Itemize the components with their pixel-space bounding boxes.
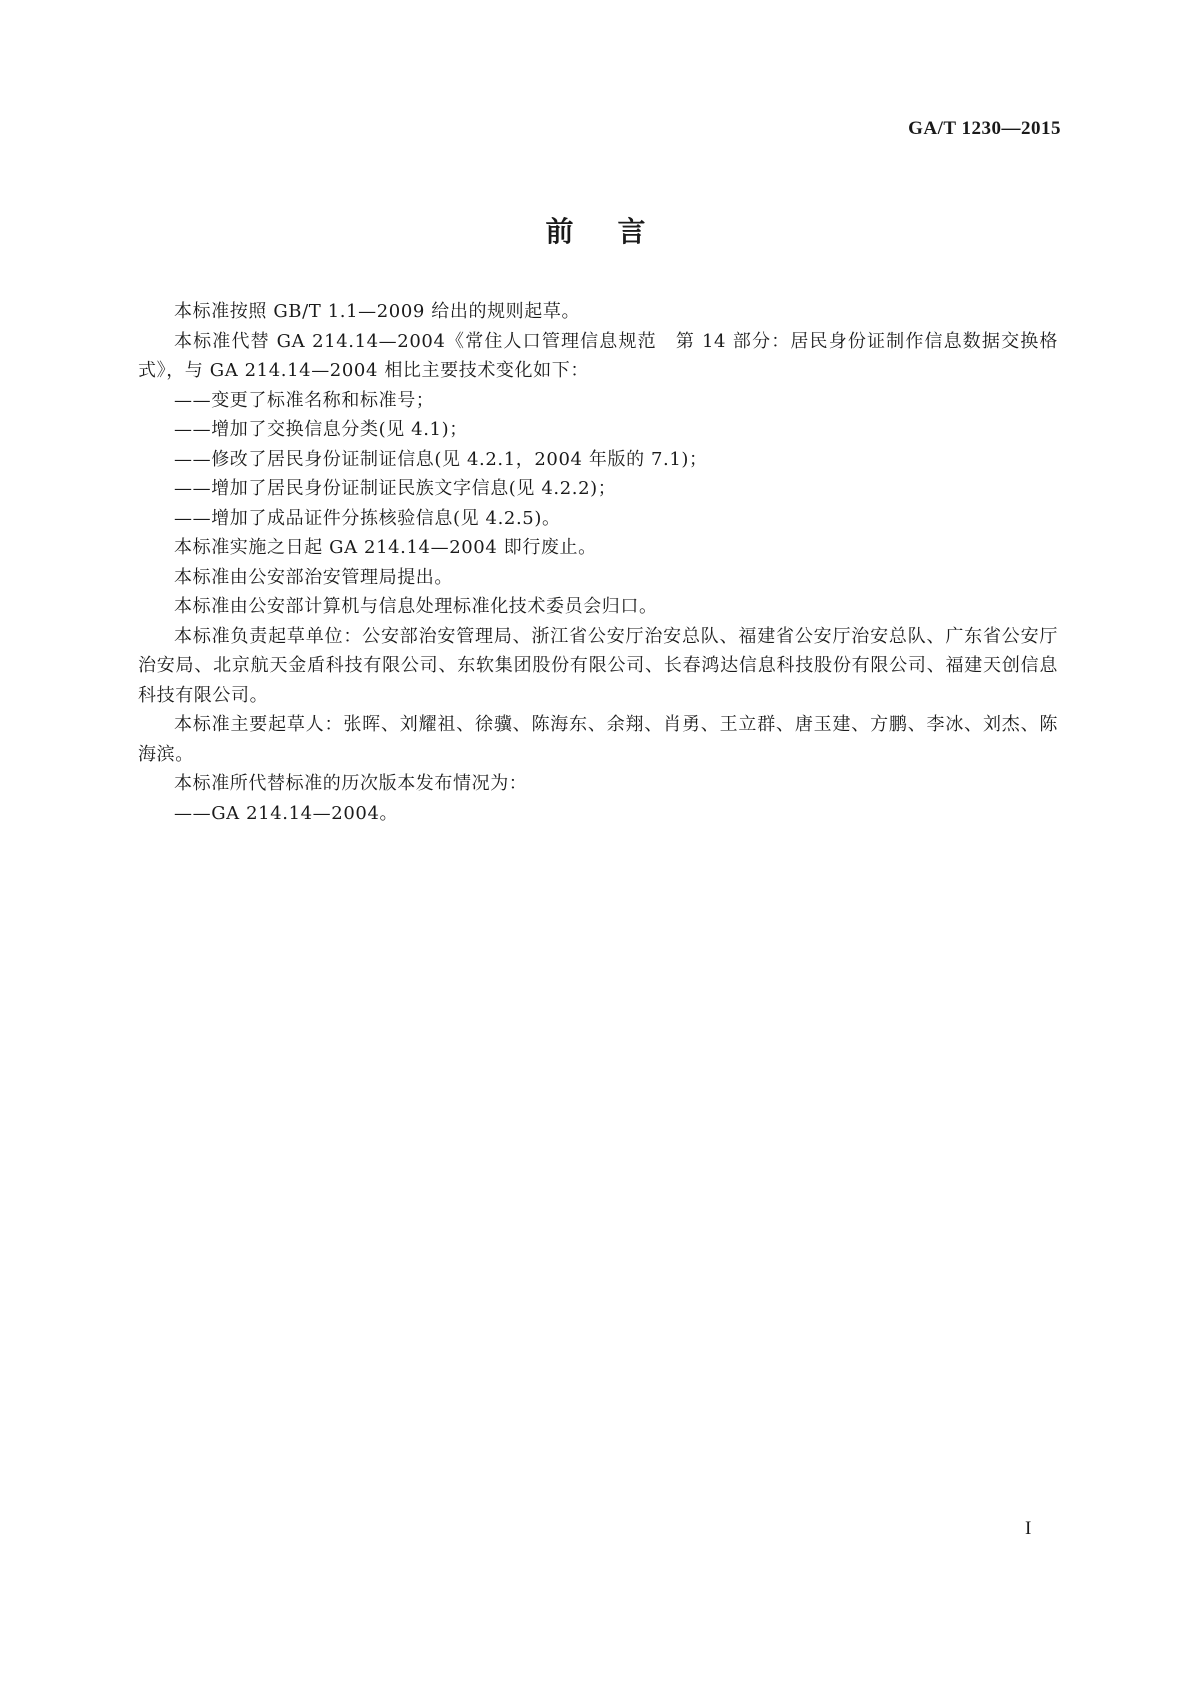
list-item: ——变更了标准名称和标准号； <box>174 389 435 411</box>
document-code: GA/T 1230—2015 <box>908 118 1061 139</box>
paragraph: 本标准实施之日起 GA 214.14—2004 即行废止。 <box>174 537 597 558</box>
list-item: ——修改了居民身份证制证信息(见 4.2.1，2004 年版的 7.1)； <box>174 448 708 470</box>
list-item: ——增加了交换信息分类(见 4.1)； <box>174 419 468 440</box>
list-item: ——增加了居民身份证制证民族文字信息(见 4.2.2)； <box>174 478 617 499</box>
paragraph: 本标准代替 GA 214.14—2004《常住人口管理信息规范 第 14 部分：居民身份证制作信息数据交换格式》，与 GA 214.14—2004 相比主要技术变化如下： <box>138 330 1058 381</box>
paragraph: 本标准负责起草单位：公安部治安管理局、浙江省公安厅治安总队、福建省公安厅治安总队、广东省公安厅治安局、北京航天金盾科技有限公司、东软集团股份有限公司、长春鸿达信息科技股份有限公司、福建天创信息科技有限公司。 <box>138 625 1058 706</box>
page-title: 前言 <box>545 215 690 248</box>
list-item: ——GA 214.14—2004。 <box>174 802 399 824</box>
list-item: ——增加了成品证件分拣核验信息(见 4.2.5)。 <box>174 507 561 529</box>
paragraph: 本标准由公安部计算机与信息处理标准化技术委员会归口。 <box>174 596 658 617</box>
paragraph: 本标准所代替标准的历次版本发布情况为： <box>174 773 528 794</box>
paragraph: 本标准按照 GB/T 1.1—2009 给出的规则起草。 <box>174 301 581 322</box>
paragraph: 本标准主要起草人：张晖、刘耀祖、徐骥、陈海东、余翔、肖勇、王立群、唐玉建、方鹏、李冰、刘杰、陈海滨。 <box>138 714 1058 765</box>
paragraph: 本标准由公安部治安管理局提出。 <box>174 566 453 588</box>
foreword-body <box>138 297 1058 828</box>
page-number: I <box>1025 1518 1032 1539</box>
